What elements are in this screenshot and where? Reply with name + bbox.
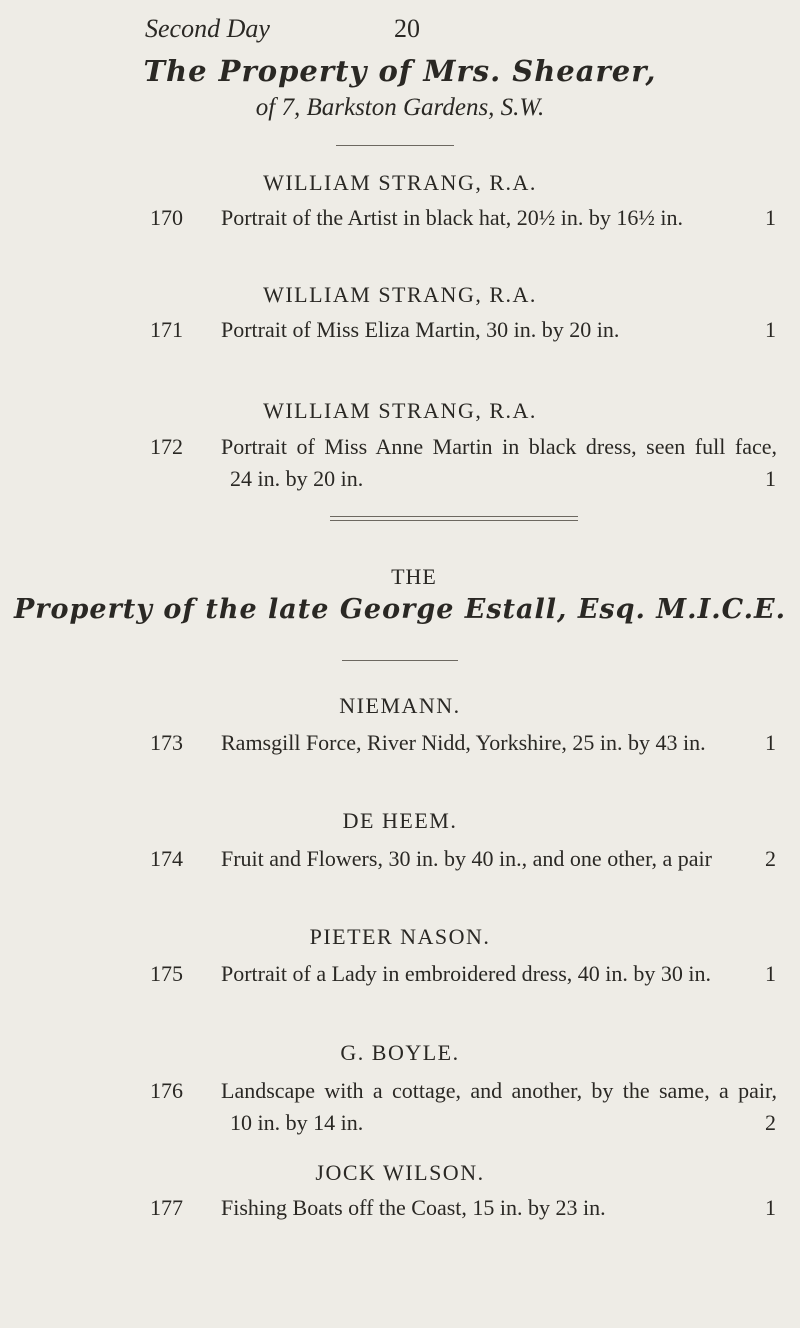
lot-description: Fruit and Flowers, 30 in. by 40 in., and one other, a pair: [221, 846, 712, 871]
lot-description: Portrait of the Artist in black hat, 20½ in. by 16½ in.: [221, 205, 683, 230]
lot-description-continued: 24 in. by 20 in.: [230, 466, 364, 491]
lot-number: 174: [150, 846, 183, 871]
lot-description: Ramsgill Force, River Nidd, Yorkshire, 25 in. by 43 in.: [221, 730, 706, 755]
lot-number: 173: [150, 730, 183, 755]
lot-quantity: 1: [765, 317, 776, 342]
lot-quantity: 2: [765, 1110, 776, 1135]
lot-quantity: 1: [765, 730, 776, 755]
lot-number: 175: [150, 961, 183, 986]
artist-heading: NIEMANN.: [339, 693, 461, 718]
lot-description-continued: 10 in. by 14 in.: [230, 1110, 364, 1135]
lot-description: Portrait of a Lady in embroidered dress, 40 in. by 30 in.: [221, 961, 712, 986]
lot-quantity: 1: [765, 1195, 776, 1220]
page-number: 20: [394, 14, 420, 43]
lot-number: 172: [150, 434, 183, 459]
artist-heading: WILLIAM STRANG, R.A.: [263, 398, 537, 423]
lot-quantity: 1: [765, 205, 776, 230]
lot-number: 170: [150, 205, 183, 230]
artist-heading: JOCK WILSON.: [315, 1160, 485, 1185]
section-heading-estall: Property of the late George Estall, Esq. M.I.C.E.: [13, 594, 787, 625]
section-address: of 7, Barkston Gardens, S.W.: [255, 94, 545, 121]
divider-double-bottom: [330, 520, 578, 521]
lot-number: 171: [150, 317, 183, 342]
lot-description: Landscape with a cottage, and another, by the same, a pair,: [221, 1078, 777, 1103]
lot-number: 176: [150, 1078, 183, 1103]
artist-heading: G. BOYLE.: [340, 1040, 460, 1065]
lot-description: Portrait of Miss Eliza Martin, 30 in. by 20 in.: [221, 317, 620, 342]
lot-number: 177: [150, 1195, 183, 1220]
divider-short: [336, 145, 454, 146]
artist-heading: WILLIAM STRANG, R.A.: [263, 170, 537, 195]
lot-quantity: 1: [765, 466, 776, 491]
artist-heading: PIETER NASON.: [309, 924, 491, 949]
the-label: THE: [391, 564, 437, 589]
day-label: Second Day: [145, 14, 270, 43]
lot-quantity: 2: [765, 846, 776, 871]
artist-heading: WILLIAM STRANG, R.A.: [263, 282, 537, 307]
divider-short: [342, 660, 458, 661]
section-heading-shearer: The Property of Mrs. Shearer,: [143, 54, 657, 88]
divider-double-top: [330, 516, 578, 517]
lot-description: Fishing Boats off the Coast, 15 in. by 23 in.: [221, 1195, 606, 1220]
running-head: [0, 14, 800, 50]
lot-quantity: 1: [765, 961, 776, 986]
artist-heading: DE HEEM.: [342, 808, 458, 833]
lot-description: Portrait of Miss Anne Martin in black dress, seen full face,: [221, 434, 777, 459]
